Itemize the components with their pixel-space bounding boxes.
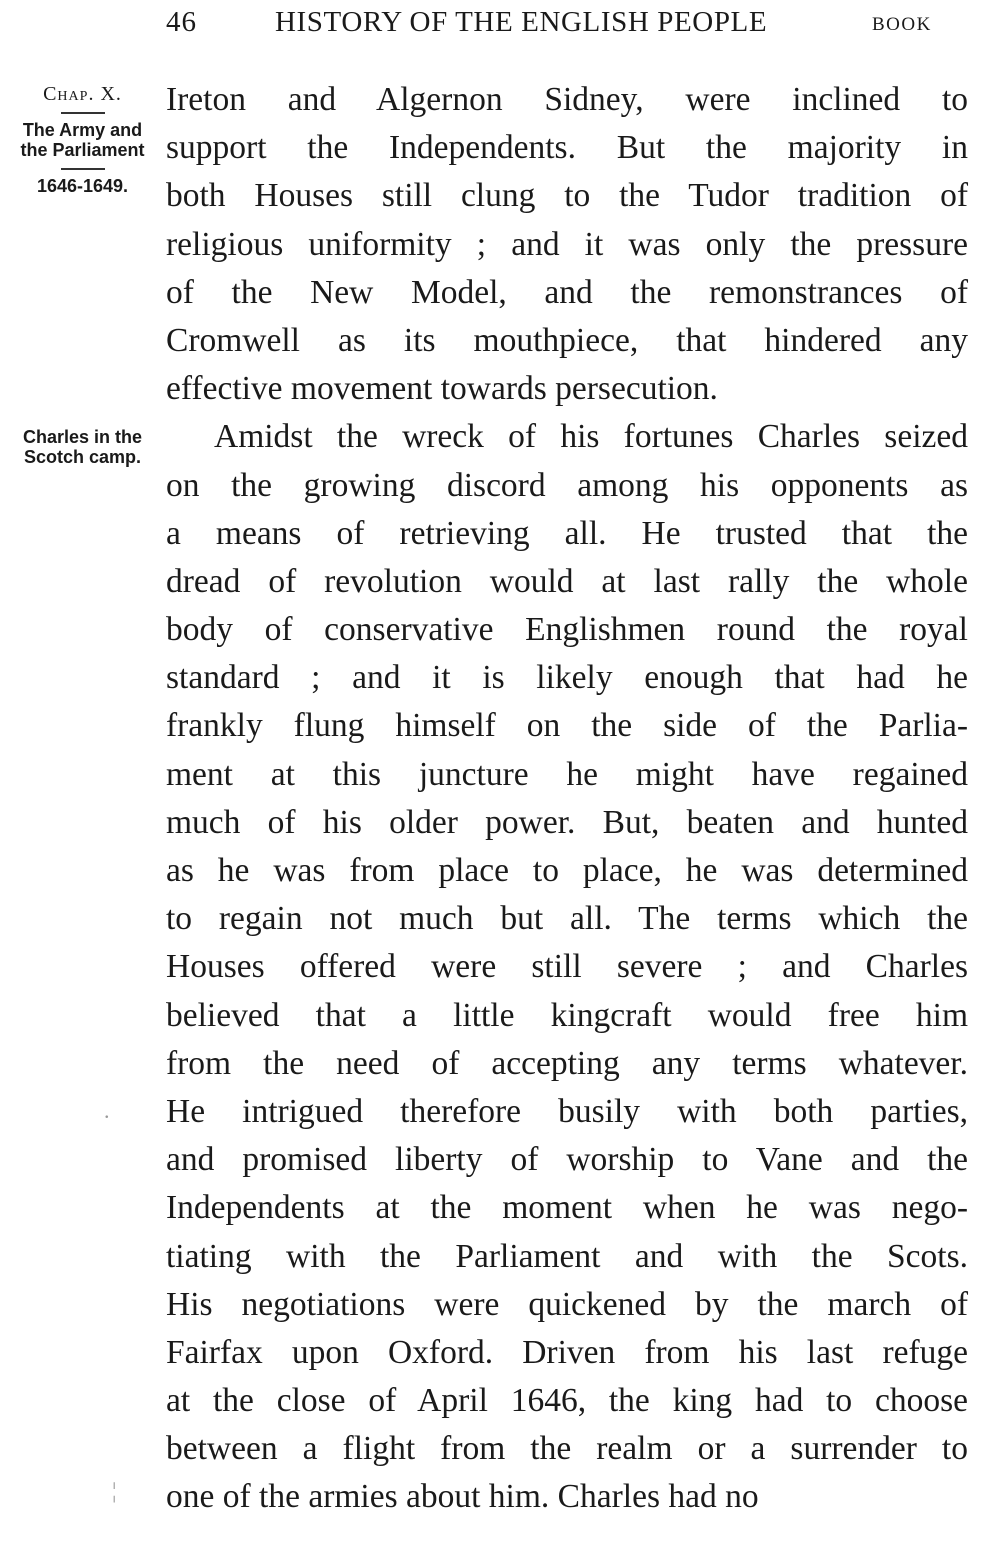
text-line: much of his older power. But, beaten and hunted <box>166 803 968 841</box>
text-line: one of the armies about him. Charles had no <box>166 1478 759 1516</box>
text-line: from the need of accepting any terms whatever. <box>166 1044 968 1082</box>
text-line: to regain not much but all. The terms which the <box>166 900 968 938</box>
text-line: of the New Model, and the remonstrances of <box>166 273 968 311</box>
text-line: ment at this juncture he might have regained <box>166 755 968 793</box>
margin-rule <box>61 112 105 114</box>
paragraph <box>166 413 968 1521</box>
text-line: frankly flung himself on the side of the Parlia- <box>166 707 968 745</box>
text-line: both Houses still clung to the Tudor tradition of <box>166 177 968 215</box>
margin-note-army-parliament: The Army and the Parliament <box>20 120 145 160</box>
margin-note-charles-block <box>10 427 155 467</box>
text-line: dread of revolution would at last rally the whole <box>166 562 968 600</box>
text-line: believed that a little kingcraft would free him <box>166 996 968 1034</box>
text-line: effective movement towards persecution. <box>166 370 718 408</box>
text-line: His negotiations were quickened by the march of <box>166 1285 968 1323</box>
body-text <box>166 76 968 1522</box>
chapter-label: Chap. X. <box>43 83 122 105</box>
text-line: Ireton and Algernon Sidney, were inclined to <box>166 81 968 118</box>
text-line: at the close of April 1646, the king had to choose <box>166 1382 968 1420</box>
text-line: a means of retrieving all. He trusted that the <box>166 514 968 552</box>
text-line: religious uniformity ; and it was only the pressure <box>166 225 968 263</box>
text-line: He intrigued therefore busily with both parties, <box>166 1092 968 1130</box>
text-line: Cromwell as its mouthpiece, that hindered any <box>166 321 968 359</box>
running-title: HISTORY OF THE ENGLISH PEOPLE <box>275 6 768 38</box>
page-number: 46 <box>166 6 197 38</box>
text-line: on the growing discord among his opponents as <box>166 466 968 504</box>
text-line: Amidst the wreck of his fortunes Charles seized <box>214 418 968 456</box>
text-line: as he was from place to place, he was determined <box>166 852 968 889</box>
text-line: support the Independents. But the majority in <box>166 129 968 167</box>
text-line: tiating with the Parliament and with the Scots. <box>166 1237 968 1275</box>
scan-speck: . <box>104 1098 110 1123</box>
margin-note-charles-scotch-camp: Charles in the Scotch camp. <box>22 427 143 467</box>
text-line: and promised liberty of worship to Vane and the <box>166 1141 968 1179</box>
paragraph <box>166 76 968 413</box>
text-line: Independents at the moment when he was nego- <box>166 1189 968 1227</box>
text-line: body of conservative Englishmen round the royal <box>166 611 968 649</box>
text-line: Fairfax upon Oxford. Driven from his last refuge <box>166 1333 968 1371</box>
scan-speck: ¦ <box>112 1478 117 1503</box>
text-line: between a flight from the realm or a surrender to <box>166 1430 968 1468</box>
text-line: standard ; and it is likely enough that had he <box>166 659 968 697</box>
margin-rule <box>61 168 105 170</box>
running-header <box>0 6 1000 46</box>
book-label: BOOK <box>872 14 932 35</box>
margin-note-dates: 1646-1649. <box>36 176 129 196</box>
text-line: Houses offered were still severe ; and Charles <box>166 948 968 986</box>
margin-note-chapter-block <box>10 84 155 196</box>
